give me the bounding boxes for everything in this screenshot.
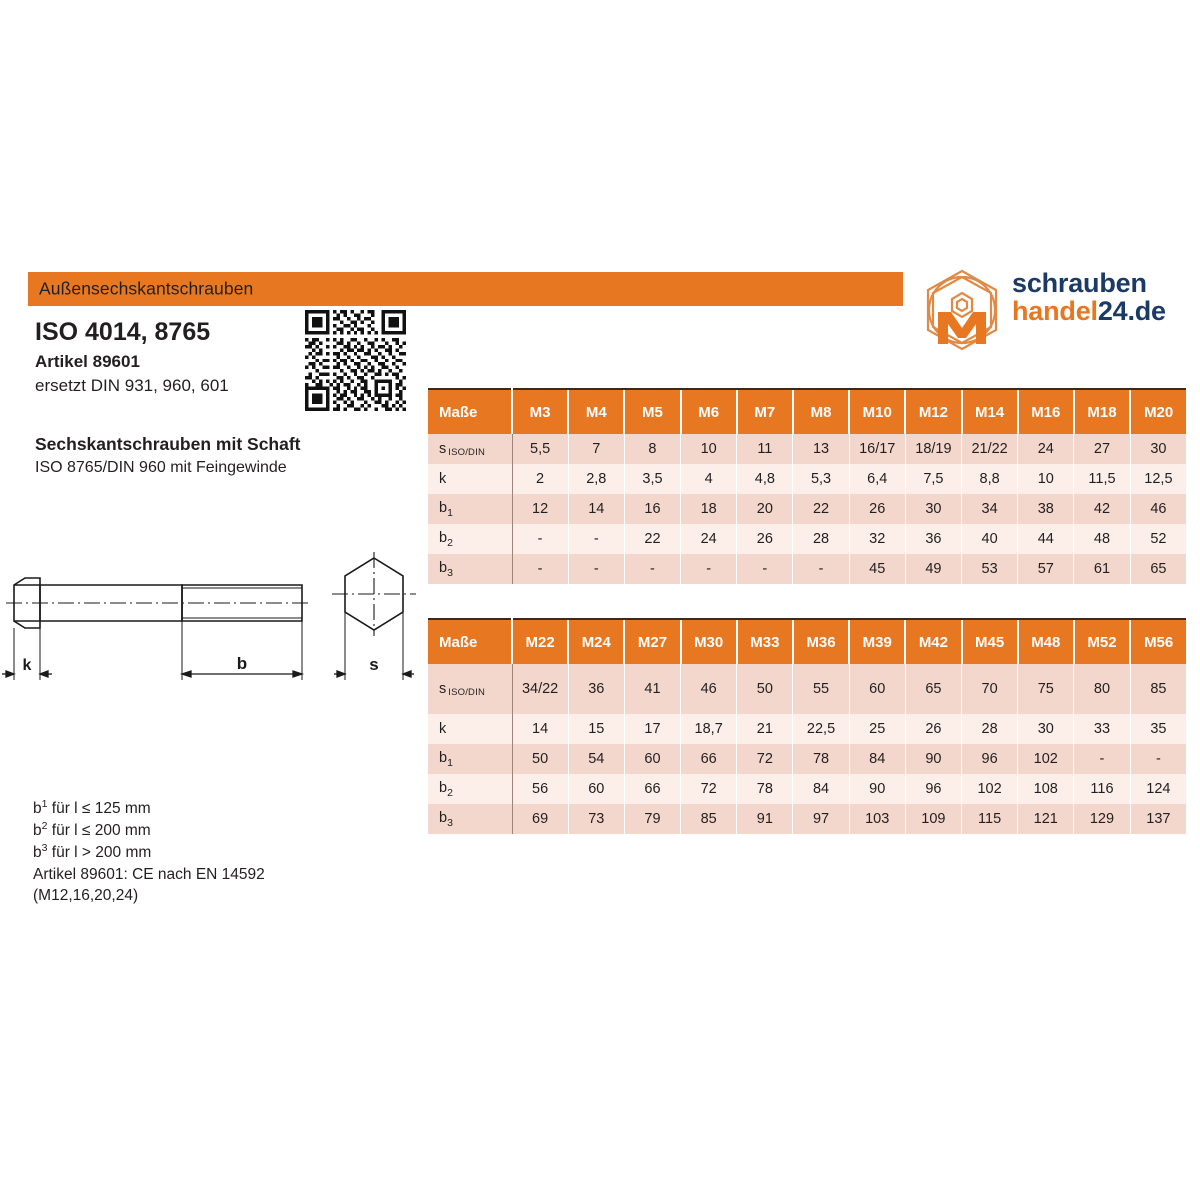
footnote-sizes: (M12,16,20,24) — [33, 886, 139, 904]
table-cell: 28 — [793, 524, 849, 554]
table-header-row — [428, 389, 1186, 434]
header-size: M48 — [1018, 619, 1074, 664]
header-size: M56 — [1130, 619, 1186, 664]
table-row — [428, 744, 1186, 774]
table-cell: 102 — [962, 774, 1018, 804]
footnote-b1: $b^1$ für l ≤ 125 mm — [33, 798, 151, 818]
table-cell: 6,4 — [849, 464, 905, 494]
table-cell: 121 — [1018, 804, 1074, 834]
table-cell: 15 — [568, 714, 624, 744]
table-cell: 11 — [737, 434, 793, 464]
table-cell: 22 — [624, 524, 680, 554]
table-cell: 65 — [1130, 554, 1186, 584]
table-cell: 66 — [624, 774, 680, 804]
standard-title: ISO 4014, 8765 — [35, 318, 211, 346]
row-label-b3: $b_3$ — [428, 554, 512, 584]
header-size: M3 — [512, 389, 568, 434]
header-size: M8 — [793, 389, 849, 434]
table-cell: 45 — [849, 554, 905, 584]
table-cell: 24 — [1018, 434, 1074, 464]
company-logo[interactable] — [916, 266, 1184, 358]
table-row — [428, 774, 1186, 804]
table-cell: 34 — [962, 494, 1018, 524]
table-cell: 115 — [962, 804, 1018, 834]
table-cell: 20 — [737, 494, 793, 524]
drawing-label-b: b — [236, 654, 248, 673]
table-cell: 137 — [1130, 804, 1186, 834]
table-header-row — [428, 619, 1186, 664]
row-label-b2: $b_2$ — [428, 774, 512, 804]
table-cell: 57 — [1018, 554, 1074, 584]
replaces-standards: ersetzt DIN 931, 960, 601 — [35, 375, 229, 395]
table-cell: 16/17 — [849, 434, 905, 464]
drawing-label-s: s — [369, 655, 379, 674]
table-cell: 50 — [737, 664, 793, 714]
header-size: M20 — [1130, 389, 1186, 434]
table-row — [428, 434, 1186, 464]
table-cell: 84 — [793, 774, 849, 804]
table-row — [428, 714, 1186, 744]
standard-heading-block — [35, 318, 305, 397]
table-cell: 2,8 — [568, 464, 624, 494]
product-description-block — [35, 434, 415, 477]
header-size: M22 — [512, 619, 568, 664]
table-cell: 96 — [962, 744, 1018, 774]
table-row — [428, 524, 1186, 554]
header-size: M4 — [568, 389, 624, 434]
table-cell: 18/19 — [905, 434, 961, 464]
table-cell: 33 — [1074, 714, 1130, 744]
row-label-b3: $b_3$ — [428, 804, 512, 834]
table-cell: - — [568, 554, 624, 584]
table-cell: - — [793, 554, 849, 584]
header-size: M14 — [962, 389, 1018, 434]
table-cell: 5,3 — [793, 464, 849, 494]
drawing-label-k: k — [22, 657, 32, 674]
table-cell: 26 — [737, 524, 793, 554]
table-cell: 50 — [512, 744, 568, 774]
product-description-main: Sechskantschrauben mit Schaft — [35, 434, 301, 454]
table-row — [428, 494, 1186, 524]
table-cell: - — [568, 524, 624, 554]
header-size: M52 — [1074, 619, 1130, 664]
table-cell: - — [624, 554, 680, 584]
table-row — [428, 804, 1186, 834]
table-cell: - — [512, 524, 568, 554]
table-cell: 30 — [1018, 714, 1074, 744]
footnote-b2: $b^2$ für l ≤ 200 mm — [33, 820, 151, 840]
table-cell: 69 — [512, 804, 568, 834]
table-cell: 21/22 — [962, 434, 1018, 464]
header-size: M27 — [624, 619, 680, 664]
table-cell: 48 — [1074, 524, 1130, 554]
table-cell: 102 — [1018, 744, 1074, 774]
table-cell: - — [512, 554, 568, 584]
row-label-k: k — [428, 714, 512, 744]
table-cell: 24 — [681, 524, 737, 554]
table-cell: 96 — [905, 774, 961, 804]
footnote-b3: $b^3$ für l > 200 mm — [33, 842, 152, 862]
table-cell: 103 — [849, 804, 905, 834]
product-category-banner — [28, 272, 903, 306]
table-cell: 80 — [1074, 664, 1130, 714]
table-cell: 28 — [962, 714, 1018, 744]
header-size: M30 — [681, 619, 737, 664]
header-size: M33 — [737, 619, 793, 664]
table-cell: 40 — [962, 524, 1018, 554]
table-cell: 46 — [681, 664, 737, 714]
table-cell: 36 — [568, 664, 624, 714]
table-row — [428, 464, 1186, 494]
qr-code-icon — [305, 310, 406, 411]
table-body — [428, 664, 1186, 834]
table-cell: 34/22 — [512, 664, 568, 714]
table-cell: 22 — [793, 494, 849, 524]
table-cell: 60 — [849, 664, 905, 714]
table-cell: 32 — [849, 524, 905, 554]
table-cell: 49 — [905, 554, 961, 584]
logo-line-schrauben: schrauben — [1012, 268, 1147, 298]
table-cell: 21 — [737, 714, 793, 744]
table-cell: 30 — [1130, 434, 1186, 464]
table-cell: 55 — [793, 664, 849, 714]
header-size: M10 — [849, 389, 905, 434]
table-cell: 79 — [624, 804, 680, 834]
table-row — [428, 554, 1186, 584]
table-cell: 78 — [793, 744, 849, 774]
table-cell: 8 — [624, 434, 680, 464]
table-cell: 85 — [681, 804, 737, 834]
table-cell: 72 — [681, 774, 737, 804]
header-size: M45 — [962, 619, 1018, 664]
header-masse: Maße — [428, 389, 512, 434]
table-cell: 61 — [1074, 554, 1130, 584]
header-size: M7 — [737, 389, 793, 434]
table-cell: 53 — [962, 554, 1018, 584]
row-label-s: s ISO/DIN — [428, 434, 512, 464]
table-header — [428, 619, 1186, 664]
table-cell: 26 — [905, 714, 961, 744]
table-cell: 38 — [1018, 494, 1074, 524]
table-cell: 2 — [512, 464, 568, 494]
table-cell: 42 — [1074, 494, 1130, 524]
table-cell: 65 — [905, 664, 961, 714]
dimensions-table-metric-large — [428, 618, 1186, 834]
table-cell: 75 — [1018, 664, 1074, 714]
footnote-ce: Artikel 89601: CE nach EN 14592 — [33, 865, 265, 883]
table-cell: 70 — [962, 664, 1018, 714]
table-cell: 25 — [849, 714, 905, 744]
table-cell: 129 — [1074, 804, 1130, 834]
header-masse: Maße — [428, 619, 512, 664]
product-description-sub: ISO 8765/DIN 960 mit Feingewinde — [35, 459, 287, 476]
table-header — [428, 389, 1186, 434]
table-cell: 12 — [512, 494, 568, 524]
table-cell: 14 — [512, 714, 568, 744]
table-cell: 8,8 — [962, 464, 1018, 494]
header-size: M24 — [568, 619, 624, 664]
table-cell: 7,5 — [905, 464, 961, 494]
footnotes-block — [33, 797, 265, 906]
table-cell: 26 — [849, 494, 905, 524]
table-cell: 124 — [1130, 774, 1186, 804]
technical-drawing — [0, 540, 440, 690]
table-cell: 12,5 — [1130, 464, 1186, 494]
table-cell: 10 — [1018, 464, 1074, 494]
header-size: M5 — [624, 389, 680, 434]
table-cell: 46 — [1130, 494, 1186, 524]
table-cell: 7 — [568, 434, 624, 464]
table-cell: 54 — [568, 744, 624, 774]
table-cell: 84 — [849, 744, 905, 774]
table-cell: 56 — [512, 774, 568, 804]
table-cell: 18 — [681, 494, 737, 524]
table-cell: 13 — [793, 434, 849, 464]
table-cell: 90 — [849, 774, 905, 804]
table-cell: 10 — [681, 434, 737, 464]
product-category-title: Außensechskantschrauben — [39, 278, 254, 299]
table-cell: 109 — [905, 804, 961, 834]
row-label-b1: $b_1$ — [428, 494, 512, 524]
table-cell: 22,5 — [793, 714, 849, 744]
row-label-s: s ISO/DIN — [428, 664, 512, 714]
table-cell: 66 — [681, 744, 737, 774]
table-cell: 11,5 — [1074, 464, 1130, 494]
table-cell: 52 — [1130, 524, 1186, 554]
header-size: M39 — [849, 619, 905, 664]
row-label-b1: $b_1$ — [428, 744, 512, 774]
table-cell: - — [737, 554, 793, 584]
table-cell: 91 — [737, 804, 793, 834]
table-cell: 97 — [793, 804, 849, 834]
table-cell: 3,5 — [624, 464, 680, 494]
row-label-k: k — [428, 464, 512, 494]
table-cell: - — [1074, 744, 1130, 774]
table-cell: 35 — [1130, 714, 1186, 744]
row-label-b2: $b_2$ — [428, 524, 512, 554]
hexagon-bolt-logo-icon — [916, 266, 1008, 358]
table-cell: 116 — [1074, 774, 1130, 804]
table-cell: 60 — [624, 744, 680, 774]
logo-line-handel24: handel24.de — [1012, 296, 1166, 327]
table-cell: 72 — [737, 744, 793, 774]
table-cell: 60 — [568, 774, 624, 804]
table-cell: 36 — [905, 524, 961, 554]
table-cell: 73 — [568, 804, 624, 834]
table-body — [428, 434, 1186, 584]
table-cell: - — [1130, 744, 1186, 774]
header-size: M42 — [905, 619, 961, 664]
table-cell: 17 — [624, 714, 680, 744]
table-cell: 90 — [905, 744, 961, 774]
header-size: M36 — [793, 619, 849, 664]
table-cell: 30 — [905, 494, 961, 524]
logo-wordmark — [1012, 269, 1166, 325]
table-cell: 41 — [624, 664, 680, 714]
table-cell: 16 — [624, 494, 680, 524]
table-cell: 4 — [681, 464, 737, 494]
table-cell: 108 — [1018, 774, 1074, 804]
table-cell: 27 — [1074, 434, 1130, 464]
table-row — [428, 664, 1186, 714]
header-size: M12 — [905, 389, 961, 434]
table-cell: 18,7 — [681, 714, 737, 744]
table-cell: 4,8 — [737, 464, 793, 494]
table-cell: 78 — [737, 774, 793, 804]
header-size: M6 — [681, 389, 737, 434]
header-size: M18 — [1074, 389, 1130, 434]
table-cell: 85 — [1130, 664, 1186, 714]
table-cell: 44 — [1018, 524, 1074, 554]
table-cell: 5,5 — [512, 434, 568, 464]
dimensions-table-metric-small — [428, 388, 1186, 584]
table-cell: 14 — [568, 494, 624, 524]
table-cell: - — [681, 554, 737, 584]
header-size: M16 — [1018, 389, 1074, 434]
article-number: Artikel 89601 — [35, 351, 140, 371]
